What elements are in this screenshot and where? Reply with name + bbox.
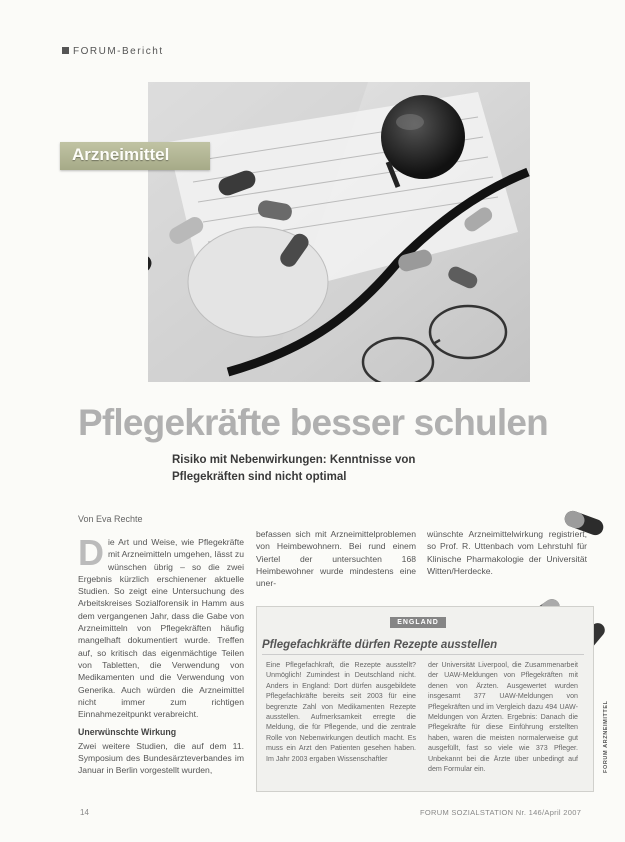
paragraph: der Universität Liverpool, die Zusammenarbeit der UAW-Meldungen von Pflegekräften mit denen von Ärzten. Ausgewertet wurden insgesamt 377 UAW-Meldungen von Pflegekräften und im Vergleich dazu 494 UAW-Meldungen von Ärzten. Ergebnis: Danach die Pflegekräfte für diese Einführung erstellten haben, waren die meisten normalerweise gut ausgefüllt, fast so viele wie 373 Pfleger. Unbekannt bei die Ärzte über unbedingt auf dem Formular ein.: [428, 661, 578, 774]
sidebar-column-1: [266, 660, 416, 764]
article-column-3: [427, 528, 587, 583]
journal-footer: FORUM SOZIALSTATION Nr. 146/April 2007: [420, 808, 582, 817]
paragraph: Zwei weitere Studien, die auf dem 11. Symposium des Bundesärzteverbandes im Januar in Berlin vorgestellt wurden,: [78, 740, 244, 776]
section-header: [62, 46, 164, 57]
divider: [262, 654, 584, 655]
paragraph: ie Art und Weise, wie Pflegekräfte mit Arzneimitteln umgehen, lässt zu wünschen übrig – so die zwei Ergebnis kürzlich erschienener aktuelle Studien. So zeigt eine Untersuchung des Arbeitskreises Sozialforensik in Hamm aus dem vergangenen Jahr, dass die Gabe von Arzneimitteln von Pflegekräften häufig mangelhaft dokumentiert wurde. Treffen auf, so kritisch das eigenmächtige Teilen von Tabletten, die Verwendung von Medikamenten und die Verwendung von Generika. Auch würden die Arzneimittel nicht immer zum richtigen Einnahmezeitpunkt verabreicht.: [78, 537, 244, 720]
page-number: 14: [80, 808, 89, 817]
article-subheadline: Risiko mit Nebenwirkungen: Kenntnisse von Pflegekräften sind nicht optimal: [172, 454, 416, 483]
sidebar-label: ENGLAND: [390, 617, 446, 628]
stethoscope-pills-illustration: [148, 82, 530, 382]
article-headline: Pflegekräfte besser schulen: [78, 402, 548, 443]
side-tab-label: FORUM ARZNEIMITTEL: [603, 700, 609, 773]
subheading: Unerwünschte Wirkung: [78, 727, 177, 738]
section-kicker: [60, 142, 210, 170]
article-column-2: [256, 528, 416, 595]
square-icon: [62, 47, 69, 54]
drop-cap: D: [78, 532, 104, 573]
side-tab: [598, 676, 610, 776]
article-photo: [148, 82, 530, 382]
paragraph: befassen sich mit Arzneimittelproblemen von Heimbewohnern. Bei rund einem Viertel der untersuchten 168 Heimbewohner wurde mindestens eine uner-: [256, 529, 416, 589]
kicker-label: Arzneimittel: [72, 145, 170, 164]
section-label: FORUM-Bericht: [73, 46, 164, 57]
sidebar-column-2: [428, 660, 578, 774]
paragraph: wünschte Arzneimittelwirkung registriert, so Prof. R. Uttenbach vom Lehrstuhl für Klinische Pharmakologie der Universität Witten/Herdecke.: [427, 529, 587, 576]
article-column-1: [78, 532, 244, 783]
sidebar-title: Pflegefachkräfte dürfen Rezepte ausstellen: [262, 639, 498, 651]
paragraph: Eine Pflegefachkraft, die Rezepte ausstellt? Unmöglich! Zumindest in Deutschland nicht. Anders in England: Dort dürfen ausgebildete Pflegefachkräfte bereits seit 2003 für eine begrenzte Zahl von Medikamenten Rezepte ausstellen. Aufmerksamkeit erregte die Meldung, die für Pflegende, und die zentrale Rolle von Nebenwirkungen deutlich macht. Es muss ein Arzt den Patienten gesehen haben. Im Jahr 2003 ergaben Wissenschaftler: [266, 661, 416, 763]
article-author: Von Eva Rechte: [78, 514, 143, 524]
